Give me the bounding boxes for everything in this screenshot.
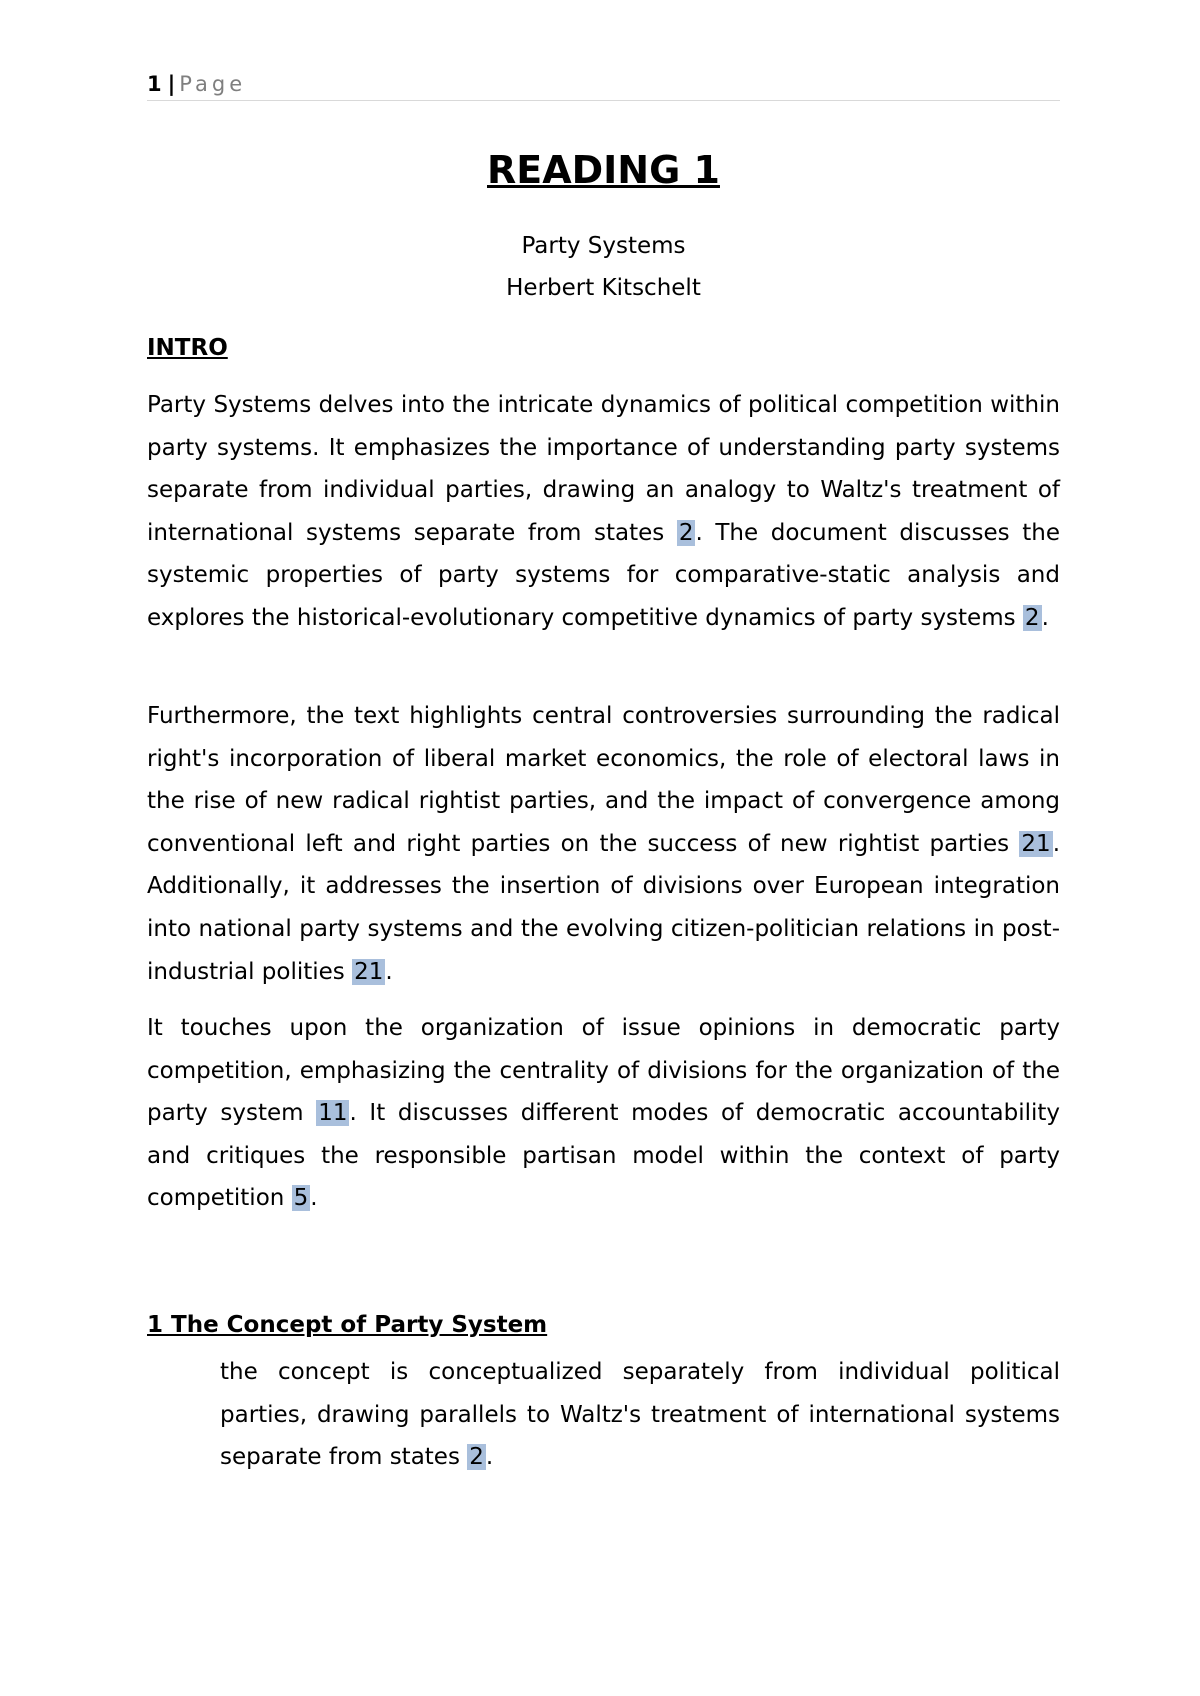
paragraph-text: the concept is conceptualized separately from individual political parties, drawing parallels to Waltz's treatment of international systems separate from states: [220, 1359, 1060, 1471]
paragraph-text: It touches upon the organization of issue opinions in democratic party competition, emphasizing the centrality of divisions for the organization of the party system: [147, 1015, 1060, 1127]
citation-marker[interactable]: 21: [354, 958, 384, 985]
paragraph-text: . The document discusses the systemic properties of party systems for comparative-static analysis and explores the historical-evolutionary competitive dynamics of party systems: [147, 519, 1060, 631]
page-number: 1: [147, 72, 162, 96]
document-subtitle: Party Systems: [521, 233, 686, 259]
paragraph-text: . Additionally, it addresses the insertion of divisions over European integration into national party systems and the evolving citizen-politician relations in post-industrial polities: [147, 830, 1060, 985]
citation-marker[interactable]: 11: [318, 1100, 348, 1127]
paragraph-text: .: [485, 1444, 494, 1471]
citation-marker[interactable]: 5: [293, 1185, 309, 1212]
document-title: READING 1: [487, 148, 720, 192]
section-1-paragraph: [220, 1351, 1060, 1479]
paragraph-text: .: [310, 1185, 318, 1212]
citation-marker[interactable]: 21: [1021, 830, 1051, 857]
intro-heading: INTRO: [147, 335, 228, 361]
paragraph-text: .: [1041, 604, 1049, 631]
paragraph-text: .: [385, 958, 393, 985]
section-1-heading: 1 The Concept of Party System: [147, 1312, 548, 1338]
page-header-separator: |: [167, 72, 176, 96]
paragraph-text: Furthermore, the text highlights central controversies surrounding the radical right's incorporation of liberal market economics, the role of electoral laws in the rise of new radical rightist parties, and the impact of convergence among conventional left and right parties on the success of new rightist parties: [147, 703, 1060, 857]
document-author: Herbert Kitschelt: [506, 275, 701, 301]
page-label: Page: [179, 72, 247, 96]
paragraph-text: Party Systems delves into the intricate dynamics of political competition within party systems. It emphasizes the importance of understanding party systems separate from individual parties, drawing an analogy to Waltz's treatment of international systems separate from states: [147, 392, 1060, 546]
page-header: [147, 70, 1060, 101]
citation-marker[interactable]: 2: [469, 1444, 484, 1471]
paragraph-text: . It discusses different modes of democratic accountability and critiques the responsible partisan model within the context of party competition: [147, 1100, 1060, 1212]
citation-marker[interactable]: 2: [1024, 604, 1040, 631]
intro-paragraph-3: [147, 1007, 1060, 1220]
document-page: [147, 0, 1060, 1696]
intro-paragraph-2: [147, 695, 1060, 993]
intro-paragraph-1: [147, 384, 1060, 640]
citation-marker[interactable]: 2: [678, 519, 694, 546]
